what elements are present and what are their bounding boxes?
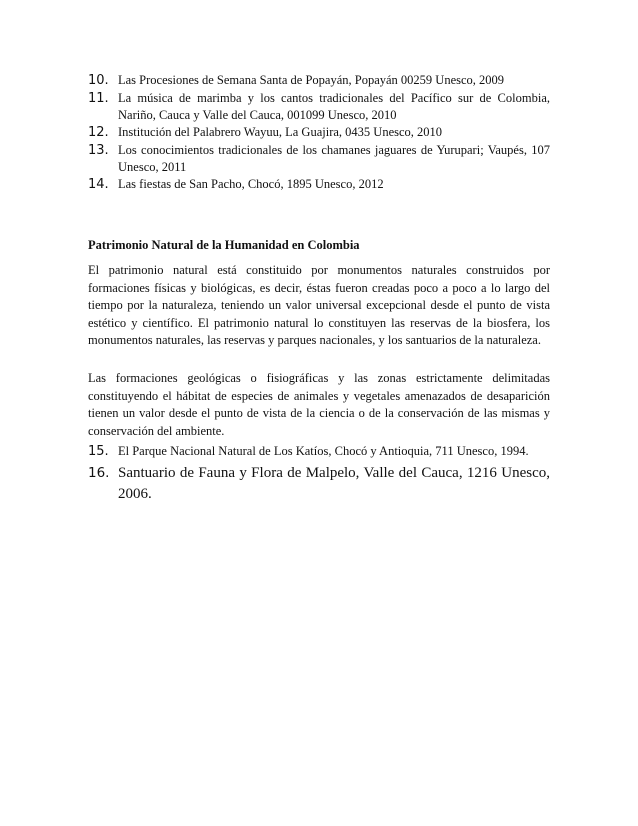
list-text: Las Procesiones de Semana Santa de Popayán, Popayán 00259 Unesco, 2009 <box>118 73 505 87</box>
list-item <box>88 463 550 505</box>
list-number: 15. <box>88 444 109 459</box>
list-item <box>88 142 550 176</box>
list-number: 13. <box>88 143 109 158</box>
list-number: 14. <box>88 177 109 192</box>
list-number: 10. <box>88 73 109 88</box>
list-text: Los conocimientos tradicionales de los chamanes jaguares de Yurupari; Vaupés, 107 Unesco, 2011 <box>118 143 550 174</box>
list-item <box>88 90 550 124</box>
heritage-list-cultural <box>88 72 550 194</box>
list-text: El Parque Nacional Natural de Los Katíos, Chocó y Antioquia, 711 Unesco, 1994. <box>118 444 529 458</box>
paragraph-geological-formations: Las formaciones geológicas o fisiográficas y las zonas estrictamente delimitadas constituyendo el hábitat de especies de animales y vegetales amenazados de desaparición tienen un valor desde el punto de vista de la ciencia o de la conservación de las mismas y conservación del ambiente. <box>88 371 550 438</box>
list-text: Santuario de Fauna y Flora de Malpelo, Valle del Cauca, 1216 Unesco, 2006. <box>118 465 550 502</box>
list-item <box>88 124 550 142</box>
section-heading: Patrimonio Natural de la Humanidad en Colombia <box>88 238 360 252</box>
list-item <box>88 176 550 194</box>
list-text: La música de marimba y los cantos tradicionales del Pacífico sur de Colombia, Nariño, Cauca y Valle del Cauca, 001099 Unesco, 2010 <box>118 91 550 122</box>
list-text: Las fiestas de San Pacho, Chocó, 1895 Unesco, 2012 <box>118 177 384 191</box>
heritage-list-natural <box>88 443 550 505</box>
list-number: 11. <box>88 91 109 106</box>
list-item <box>88 72 550 90</box>
list-number: 12. <box>88 125 109 140</box>
paragraph-natural-heritage: El patrimonio natural está constituido por monumentos naturales construidos por formaciones físicas y biológicas, es decir, éstas fueron creadas poco a poco a lo largo del tiempo por la naturaleza, teniendo un valor universal excepcional desde el punto de vista estético y científico. El patrimonio natural lo constituyen las reservas de la biosfera, los monumentos naturales, las reservas y parques nacionales, y los santuarios de la naturaleza. <box>88 263 550 348</box>
list-text: Institución del Palabrero Wayuu, La Guajira, 0435 Unesco, 2010 <box>118 125 443 139</box>
list-number: 16. <box>88 465 110 481</box>
list-item <box>88 443 550 461</box>
